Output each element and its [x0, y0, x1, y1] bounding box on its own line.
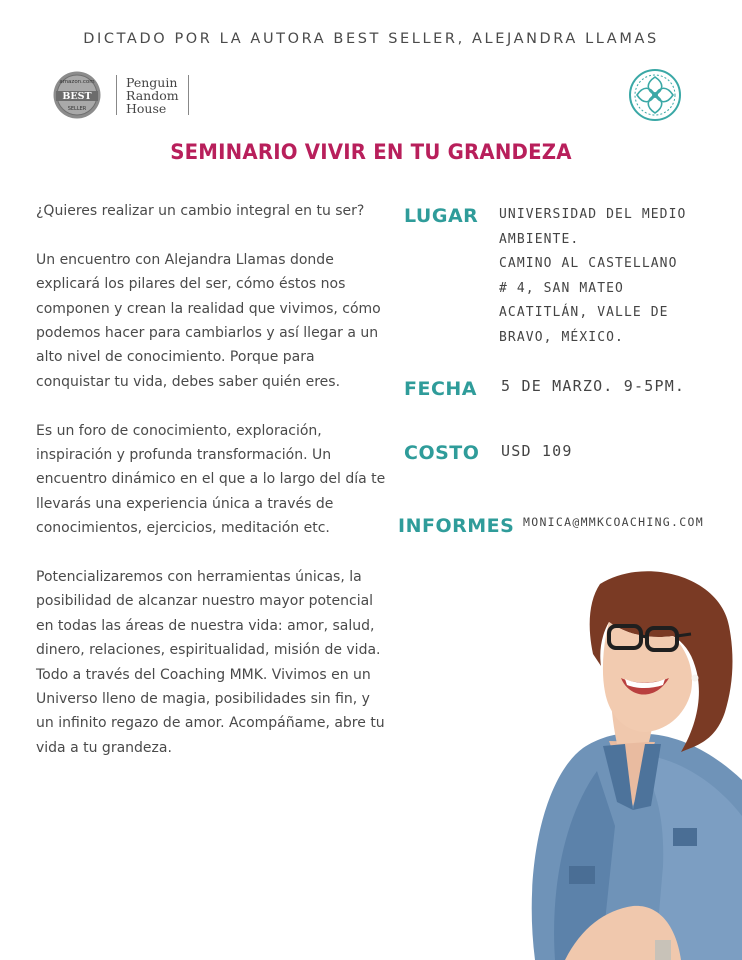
publisher-line-2: Random [126, 87, 179, 103]
paragraph-3: Es un foro de conocimiento, exploración, inspiración y profunda transformación. Un encuentro dinámico en el que a lo largo del día te llevarás una experiencia única a través de conocimientos, ejercicios, meditación etc. [36, 422, 386, 537]
badge-bottom-text: SELLER [67, 106, 87, 112]
page-title: SEMINARIO VIVIR EN TU GRANDEZA [170, 140, 572, 164]
publisher-logo [126, 76, 179, 115]
top-tagline: DICTADO POR LA AUTORA BEST SELLER, ALEJANDRA LLAMAS [83, 31, 659, 47]
informes-email[interactable]: MONICA@MMKCOACHING.COM [523, 515, 704, 529]
author-portrait-icon [505, 566, 742, 960]
publisher-line-3: House [126, 100, 167, 116]
fecha-label: FECHA [404, 378, 478, 400]
badge-top-text: amazon.com [59, 79, 95, 85]
paragraph-1: ¿Quieres realizar un cambio integral en tu ser? [36, 203, 365, 219]
lugar-label: LUGAR [404, 205, 479, 227]
best-seller-badge-icon [52, 70, 102, 120]
publisher-line-1: Penguin [126, 74, 178, 90]
description-text [36, 199, 391, 785]
paragraph-4: Potencializaremos con herramientas únicas, la posibilidad de alcanzar nuestro mayor potencial en todas las áreas de nuestra vida: amor, salud, dinero, relaciones, espiritualidad, misión de vida. Todo a través del Coaching MMK. Vivimos en un Universo lleno de magia, posibilidades sin fin, y un infinito regazo de amor. Acompáñame, abre tu vida a tu grandeza. [36, 569, 385, 756]
informes-label: INFORMES [398, 515, 515, 537]
costo-label: COSTO [404, 442, 480, 464]
paragraph-2: Un encuentro con Alejandra Llamas donde explicará los pilares del ser, cómo éstos nos componen y crean la realidad que vivimos, cómo podemos hacer para cambiarlos y así llegar a un alto nivel de conocimiento. Porque para conquistar tu vida, debes saber quién eres. [36, 251, 381, 390]
logo-divider [116, 75, 117, 115]
costo-value: USD 109 [501, 442, 573, 460]
badge-main-text: BEST [62, 91, 92, 102]
lugar-value: UNIVERSIDAD DEL MEDIO AMBIENTE. CAMINO AL CASTELLANO # 4, SAN MATEO ACATITLÁN, VALLE DE BRAVO, MÉXICO. [499, 207, 687, 345]
ornamental-seal-icon [628, 68, 682, 122]
logo-divider-right [188, 75, 189, 115]
fecha-value: 5 DE MARZO. 9-5PM. [501, 377, 686, 395]
logo-row [52, 70, 189, 120]
